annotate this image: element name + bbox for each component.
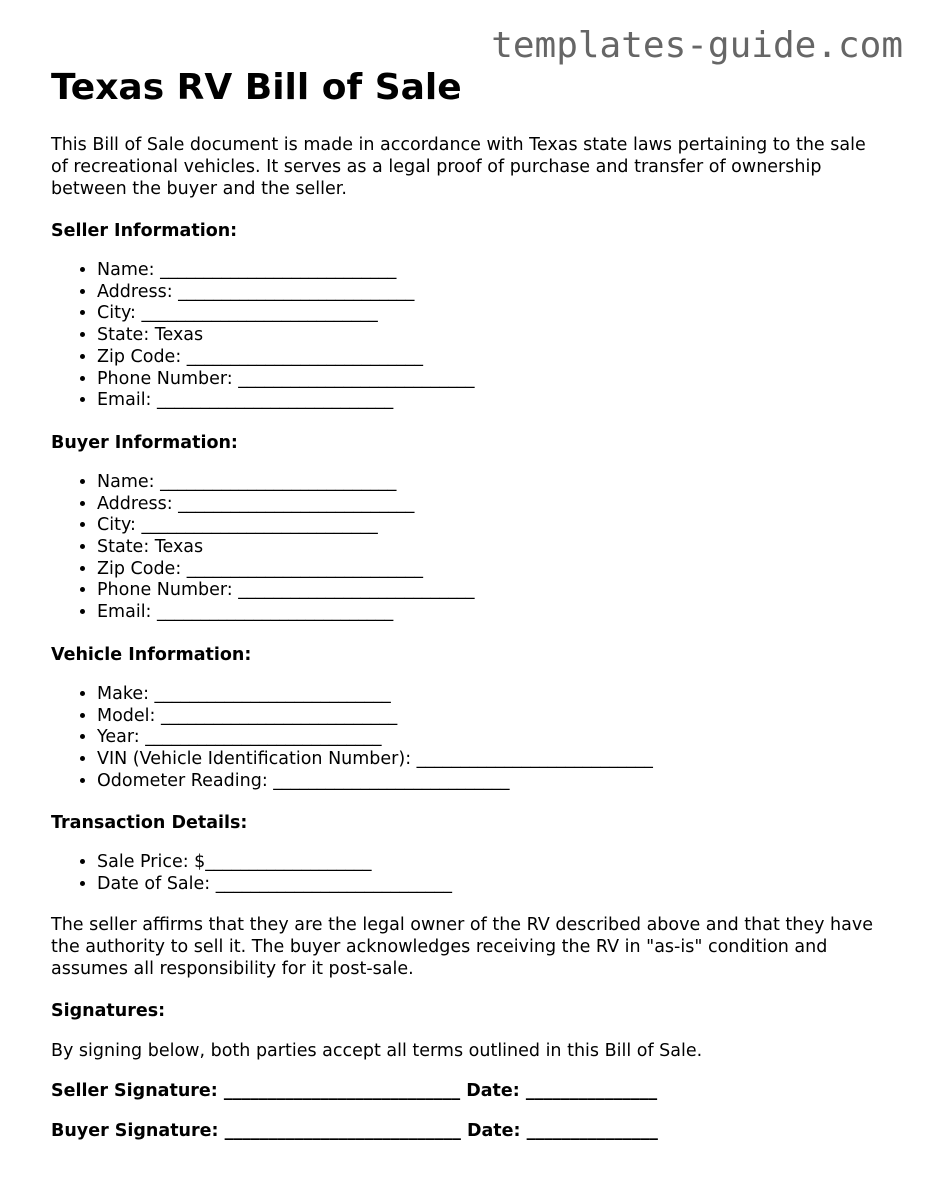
vehicle-model-field: • Model: ___________________________ [97,706,881,728]
document-body [51,62,881,1142]
buyer-info-list [51,472,881,624]
buyer-phone-field: • Phone Number: ___________________________ [97,580,881,602]
transaction-section-heading: Transaction Details: [51,813,248,834]
vehicle-info-list [51,684,881,793]
intro-paragraph: This Bill of Sale document is made in accordance with Texas state laws pertaining to the sale of recreational vehicles. It serves as a legal proof of purchase and transfer of ownership between the buyer and the seller. [51,135,866,199]
seller-address-field: • Address: ___________________________ [97,282,881,304]
seller-name-field: • Name: ___________________________ [97,260,881,282]
seller-signature-line: Seller Signature: ___________________________ Date: _______________ [51,1080,658,1101]
seller-city-field: • City: ___________________________ [97,303,881,325]
affirmation-paragraph: The seller affirms that they are the legal owner of the RV described above and that they have the authority to sell it. The buyer acknowledges receiving the RV in "as-is" condition and assumes all responsibility for it post-sale. [51,914,873,979]
sale-date-field: • Date of Sale: ___________________________ [97,874,881,896]
vehicle-section-heading: Vehicle Information: [51,644,252,665]
buyer-signature-line: Buyer Signature: ___________________________ Date: _______________ [51,1120,658,1141]
buyer-email-field: • Email: ___________________________ [97,602,881,624]
buyer-state-field: • State: Texas [97,537,881,559]
seller-phone-field: • Phone Number: ___________________________ [97,369,881,391]
seller-info-list [51,260,881,412]
buyer-city-field: • City: ___________________________ [97,515,881,537]
buyer-zip-field: • Zip Code: ___________________________ [97,559,881,581]
signatures-section-heading: Signatures: [51,1000,166,1021]
document-title: Texas RV Bill of Sale [51,67,462,108]
signatures-statement: By signing below, both parties accept all terms outlined in this Bill of Sale. [51,1040,703,1061]
seller-email-field: • Email: ___________________________ [97,390,881,412]
seller-state-field: • State: Texas [97,325,881,347]
sale-price-field: • Sale Price: $___________________ [97,852,881,874]
transaction-info-list [51,852,881,895]
vehicle-year-field: • Year: ___________________________ [97,727,881,749]
vehicle-vin-field: • VIN (Vehicle Identification Number): ___________________________ [97,749,881,771]
seller-section-heading: Seller Information: [51,221,238,241]
buyer-address-field: • Address: ___________________________ [97,494,881,516]
seller-zip-field: • Zip Code: ___________________________ [97,347,881,369]
buyer-section-heading: Buyer Information: [51,432,238,453]
buyer-name-field: • Name: ___________________________ [97,472,881,494]
vehicle-odometer-field: • Odometer Reading: ___________________________ [97,771,881,793]
watermark: templates-guide.com [491,25,903,66]
vehicle-make-field: • Make: ___________________________ [97,684,881,706]
